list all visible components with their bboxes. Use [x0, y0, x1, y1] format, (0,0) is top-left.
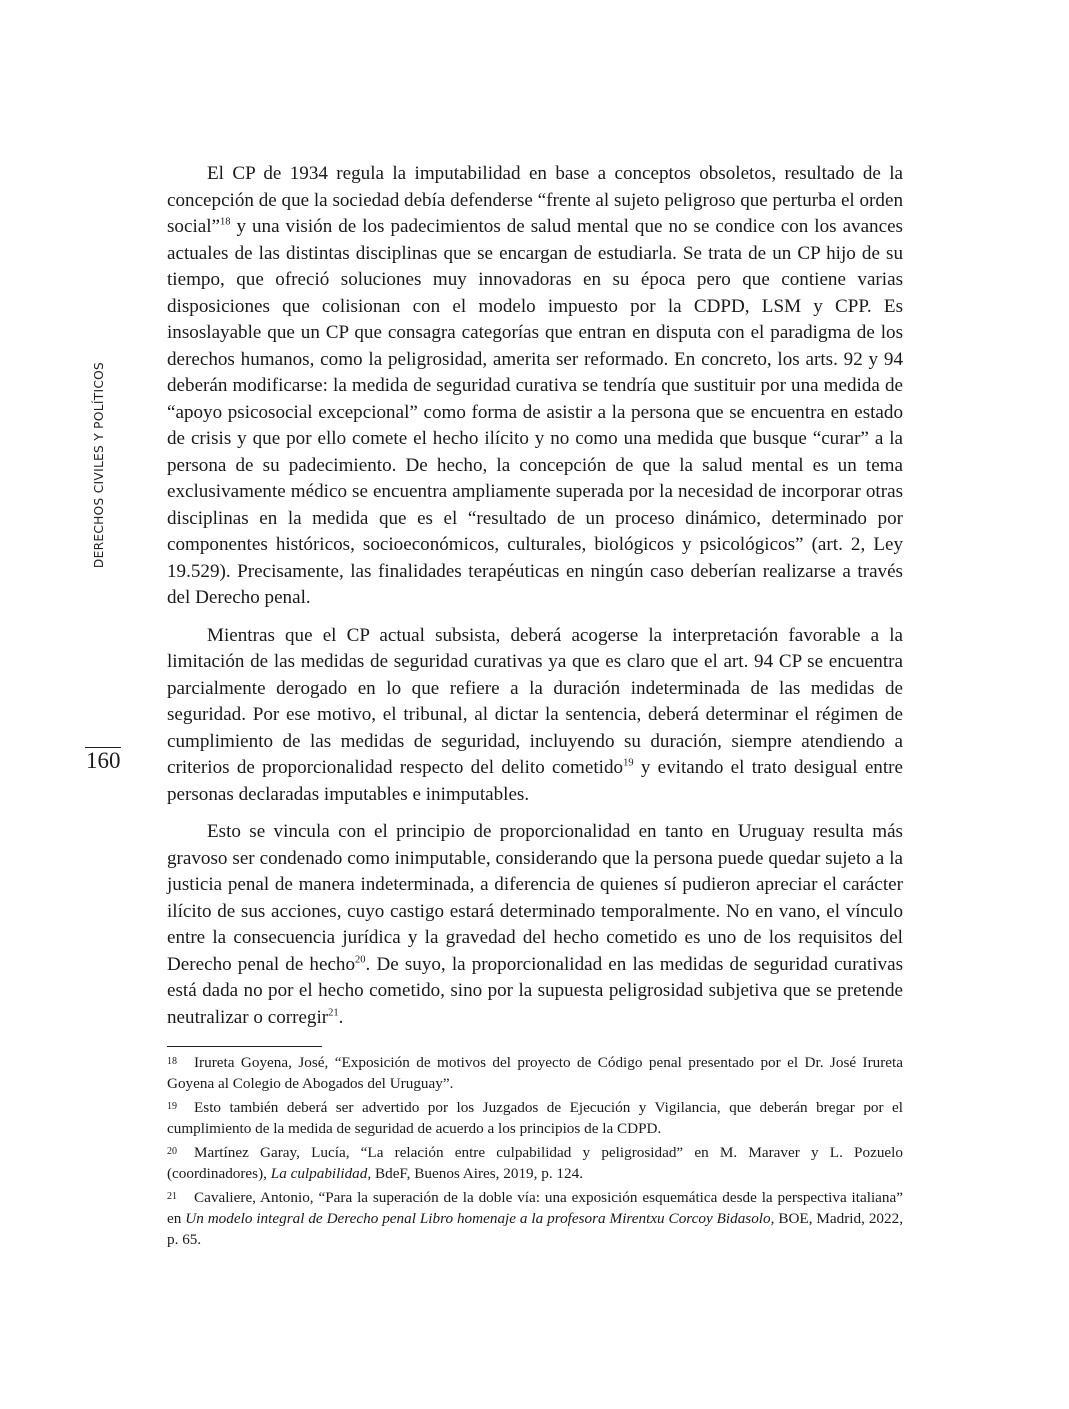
footnote-number: 18 [167, 1056, 177, 1067]
footnote-text: Irureta Goyena, José, “Exposición de motivos del proyecto de Código penal presentado por el Dr. José Irureta Goyena al Colegio de Abogados del Uruguay”. [167, 1054, 903, 1092]
footnote-ref-18[interactable]: 18 [220, 216, 231, 228]
footnote-ref-21[interactable]: 21 [328, 1007, 339, 1019]
paragraph-text: Mientras que el CP actual subsista, deberá acogerse la interpretación favorable a la limitación de las medidas de seguridad curativas ya que es claro que el art. 94 CP se encuentra parcialmente derogado en lo que refiere a la duración indeterminada de las medidas de seguridad. Por ese motivo, el tribunal, al dictar la sentencia, deberá determinar el régimen de cumplimiento de las medidas de seguridad, incluyendo su duración, siempre atendiendo a criterios de proporcionalidad respecto del delito cometido [167, 624, 903, 778]
footnote-ref-20[interactable]: 20 [355, 954, 366, 966]
footnote-number: 20 [167, 1146, 177, 1157]
paragraph-2 [167, 623, 903, 809]
footnote-number: 21 [167, 1191, 177, 1202]
footnote-text: BdeF, Buenos Aires, 2019, p. 124. [371, 1165, 584, 1182]
footnote-text: , BOE, Madrid, 2022, p. 65. [167, 1210, 903, 1248]
footnote-text: Cavaliere, Antonio, “Para la superación de la doble vía: una exposición esquemática desde la perspectiva italiana” en [167, 1189, 903, 1227]
footnote-ref-19[interactable]: 19 [623, 757, 634, 769]
footnote-19 [167, 1097, 903, 1139]
paragraph-text: Esto se vincula con el principio de proporcionalidad en tanto en Uruguay resulta más gravoso ser condenado como inimputable, considerando que la persona puede quedar sujeto a la justicia penal de manera indeterminada, a diferencia de quienes sí pudieron apreciar el carácter ilícito de sus acciones, cuyo castigo estará determinado temporalmente. No en vano, el vínculo entre la consecuencia jurídica y la gravedad del hecho cometido es uno de los requisitos del Derecho penal de hecho [167, 821, 903, 975]
paragraph-text: . [338, 1006, 344, 1028]
footnote-text: Esto también deberá ser advertido por los Juzgados de Ejecución y Vigilancia, que deberán bregar por el cumplimiento de la medida de seguridad de acuerdo a los principios de la CDPD. [167, 1099, 903, 1137]
footnote-21 [167, 1187, 903, 1250]
page-number: 160 [86, 748, 121, 773]
body-text [167, 161, 903, 1042]
paragraph-1 [167, 161, 903, 612]
paragraph-text: El CP de 1934 regula la imputabilidad en base a conceptos obsoletos, resultado de la concepción de que la sociedad debía defenderse “frente al sujeto peligroso que perturba el orden social” [167, 163, 903, 237]
footnote-number: 19 [167, 1101, 177, 1112]
paragraph-text: y evitando el trato desigual entre personas declaradas imputables e inimputables. [167, 757, 903, 805]
footnote-20 [167, 1142, 903, 1184]
footnote-separator [167, 1046, 322, 1047]
running-header: DERECHOS CIVILES Y POLÍTICOS [92, 361, 106, 569]
footnote-italic-title: Un modelo integral de Derecho penal Libro homenaje a la profesora Mirentxu Corcoy Bidasolo [185, 1210, 771, 1227]
paragraph-text: y una visión de los padecimientos de salud mental que no se condice con los avances actuales de las distintas disciplinas que se encargan de estudiarla. Se trata de un CP hijo de su tiempo, que ofreció soluciones muy innovadoras en su época pero que contiene varias disposiciones que colisionan con el modelo impuesto por la CDPD, LSM y CPP. Es insoslayable que un CP que consagra categorías que entran en disputa con el paradigma de los derechos humanos, como la peligrosidad, amerita ser reformado. En concreto, los arts. 92 y 94 deberán modificarse: la medida de seguridad curativa se tendría que sustituir por una medida de “apoyo psicosocial excepcional” como forma de asistir a la persona que se encuentra en estado de crisis y que por ello comete el hecho ilícito y no como una medida que busque “curar” a la persona de su padecimiento. De hecho, la concepción de que la salud mental es un tema exclusivamente médico se encuentra ampliamente superada por la necesidad de incorporar otras disciplinas en la medida que es el “resultado de un proceso dinámico, determinado por componentes históricos, socioeconómicos, culturales, biológicos y psicológicos” (art. 2, Ley 19.529). Precisamente, las finalidades terapéuticas en ningún caso deberían realizarse a través del Derecho penal. [167, 216, 903, 608]
paragraph-3 [167, 819, 903, 1031]
footnote-italic-title: La culpabilidad, [270, 1165, 372, 1182]
footnotes [167, 1052, 903, 1253]
paragraph-text: . De suyo, la proporcionalidad en las medidas de seguridad curativas está dada no por el hecho cometido, sino por la supuesta peligrosidad subjetiva que se pretende neutralizar o corregir [167, 953, 903, 1028]
footnote-text: Martínez Garay, Lucía, “La relación entre culpabilidad y peligrosidad” en M. Maraver y L. Pozuelo (coordinadores), [167, 1144, 903, 1182]
footnote-18 [167, 1052, 903, 1094]
